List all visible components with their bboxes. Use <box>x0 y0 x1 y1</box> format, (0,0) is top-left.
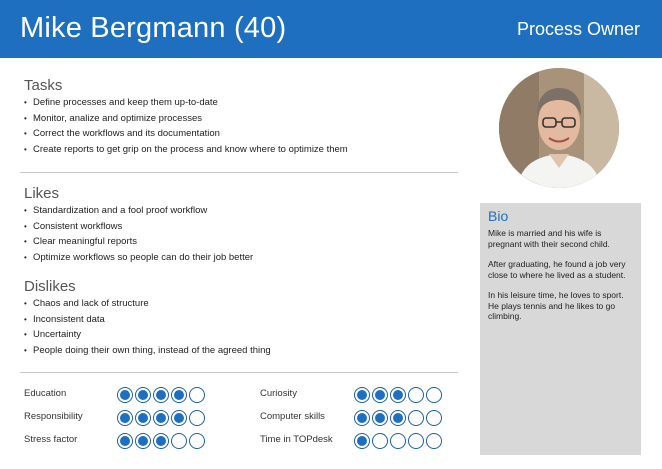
bio-heading: Bio <box>488 208 509 224</box>
rating-dot-empty <box>372 433 388 449</box>
rating-dot-filled <box>354 433 370 449</box>
rating-dot-empty <box>408 433 424 449</box>
rating-dot-filled <box>171 387 187 403</box>
list-item: • Chaos and lack of structure <box>24 296 271 312</box>
portrait-image <box>499 68 619 188</box>
tasks-list <box>24 95 348 158</box>
rating-dots <box>117 410 205 426</box>
rating-label: Responsibility <box>24 411 83 422</box>
rating-dots <box>117 433 205 449</box>
rating-dot-filled <box>135 433 151 449</box>
bio-paragraph: After graduating, he found a job very close to where he lived as a student. <box>488 259 626 280</box>
rating-dot-filled <box>171 410 187 426</box>
rating-dot-filled <box>117 433 133 449</box>
rating-dot-empty <box>408 387 424 403</box>
rating-dot-filled <box>372 387 388 403</box>
list-item: • Correct the workflows and its documentation <box>24 126 348 142</box>
list-item: • Inconsistent data <box>24 312 271 328</box>
bio-paragraph: In his leisure time, he loves to sport. He plays tennis and he likes to go climbing. <box>488 290 624 321</box>
list-item: • Monitor, analize and optimize processes <box>24 111 348 127</box>
tasks-heading: Tasks <box>24 77 63 94</box>
likes-list <box>24 203 253 266</box>
rating-dot-filled <box>117 410 133 426</box>
rating-dot-filled <box>153 410 169 426</box>
rating-dot-filled <box>153 387 169 403</box>
bio-paragraph: Mike is married and his wife is pregnant with their second child. <box>488 228 610 249</box>
rating-dot-filled <box>354 387 370 403</box>
rating-dot-empty <box>408 410 424 426</box>
rating-time-in-topdesk <box>260 433 445 449</box>
rating-dot-filled <box>354 410 370 426</box>
rating-dot-empty <box>426 410 442 426</box>
rating-dot-filled <box>390 410 406 426</box>
rating-computer-skills <box>260 410 445 426</box>
rating-dots <box>354 433 442 449</box>
bio-panel <box>480 203 641 455</box>
rating-dot-empty <box>426 433 442 449</box>
rating-label: Computer skills <box>260 411 325 422</box>
rating-dots <box>354 387 442 403</box>
rating-education <box>24 387 204 403</box>
list-item: • Optimize workflows so people can do their job better <box>24 250 253 266</box>
divider <box>20 372 458 373</box>
rating-dot-filled <box>135 410 151 426</box>
dislikes-list <box>24 296 271 359</box>
persona-role: Process Owner <box>516 19 640 39</box>
avatar <box>499 68 619 188</box>
rating-label: Curiosity <box>260 388 297 399</box>
list-item: • People doing their own thing, instead of the agreed thing <box>24 343 271 359</box>
rating-dot-empty <box>171 433 187 449</box>
persona-name: Mike Bergmann (40) <box>20 12 287 44</box>
rating-responsibility <box>24 410 204 426</box>
rating-dot-filled <box>117 387 133 403</box>
likes-heading: Likes <box>24 185 60 202</box>
rating-curiosity <box>260 387 445 403</box>
rating-dots <box>354 410 442 426</box>
header-bar <box>0 0 662 58</box>
rating-label: Education <box>24 388 67 399</box>
rating-dot-empty <box>426 387 442 403</box>
rating-dot-empty <box>189 410 205 426</box>
list-item: • Uncertainty <box>24 327 271 343</box>
rating-dot-empty <box>189 433 205 449</box>
rating-label: Stress factor <box>24 434 78 445</box>
rating-label: Time in TOPdesk <box>260 434 333 445</box>
rating-stress-factor <box>24 433 204 449</box>
list-item: • Consistent workflows <box>24 219 253 235</box>
divider <box>20 172 458 173</box>
rating-dots <box>117 387 205 403</box>
rating-dot-empty <box>189 387 205 403</box>
dislikes-heading: Dislikes <box>24 278 76 295</box>
list-item: • Standardization and a fool proof workflow <box>24 203 253 219</box>
list-item: • Clear meaningful reports <box>24 234 253 250</box>
rating-dot-filled <box>390 387 406 403</box>
list-item: • Create reports to get grip on the process and know where to optimize them <box>24 142 348 158</box>
rating-dot-empty <box>390 433 406 449</box>
rating-dot-filled <box>153 433 169 449</box>
rating-dot-filled <box>372 410 388 426</box>
list-item: • Define processes and keep them up-to-date <box>24 95 348 111</box>
rating-dot-filled <box>135 387 151 403</box>
